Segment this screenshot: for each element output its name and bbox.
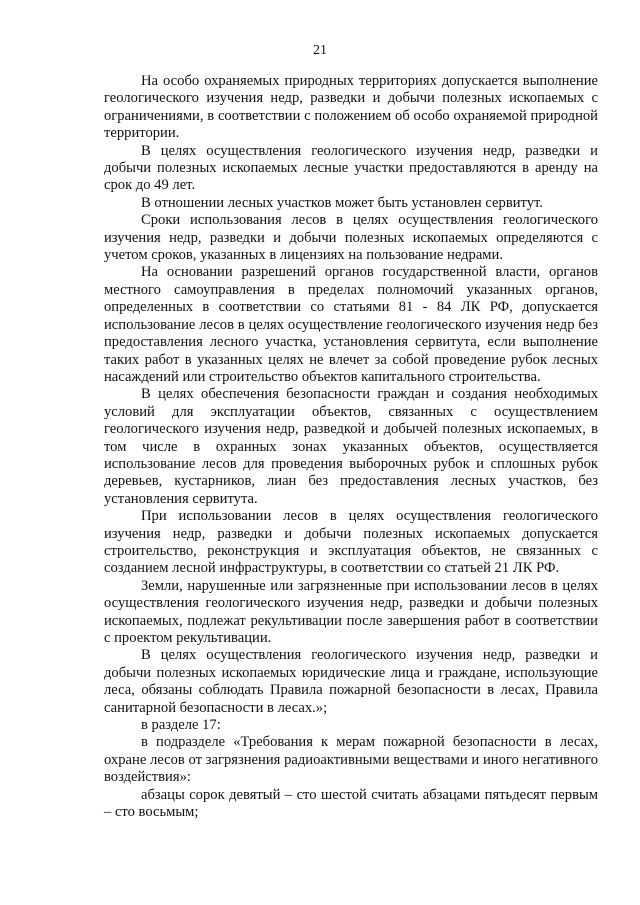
paragraph: в разделе 17: bbox=[141, 717, 221, 734]
paragraph: В отношении лесных участков может быть установлен сервитут. bbox=[141, 194, 543, 211]
paragraph: В целях обеспечения безопасности граждан и создания необходимых условий для эксплуатации объектов, связанных с осуществлением геологического изучения недр, разведкой и добычей полезных ископаемых, в том числе в охранных зонах указанных объектов, осуществляется использование лесов для проведения выборочных рубок и сплошных рубок деревьев, кустарников, лиан без предоставления лесных участков, без установления сервитута. bbox=[104, 386, 598, 507]
paragraph: абзацы сорок девятый – сто шестой считать абзацами пятьдесят первым – сто восьмым; bbox=[104, 786, 598, 821]
paragraph: При использовании лесов в целях осуществления геологического изучения недр, разведки и добычи полезных ископаемых допускается строительство, реконструкция и эксплуатация объектов, не связанных с созданием лесной инфраструктуры, в соответствии со статьей 21 ЛК РФ. bbox=[104, 508, 598, 577]
paragraph: На особо охраняемых природных территориях допускается выполнение геологического изучения недр, разведки и добычи полезных ископаемых с ограничениями, в соответствии с положением об особо охраняемой природной территории. bbox=[104, 73, 598, 142]
page-number: 21 bbox=[313, 43, 327, 58]
document-body bbox=[104, 73, 598, 821]
paragraph: в подразделе «Требования к мерам пожарной безопасности в лесах, охране лесов от загрязнения радиоактивными веществами и иного негативного воздействия»: bbox=[104, 734, 598, 786]
paragraph: Земли, нарушенные или загрязненные при использовании лесов в целях осуществления геологического изучения недр, разведки и добычи полезных ископаемых, подлежат рекультивации после завершения работ в соответствии с проектом рекультивации. bbox=[104, 577, 598, 646]
paragraph: В целях осуществления геологического изучения недр, разведки и добычи полезных ископаемых лесные участки предоставляются в аренду на срок до 49 лет. bbox=[104, 142, 598, 194]
paragraph: Сроки использования лесов в целях осуществления геологического изучения недр, разведки и добычи полезных ископаемых определяются с учетом сроков, указанных в лицензиях на пользование недрами. bbox=[104, 212, 598, 264]
paragraph: На основании разрешений органов государственной власти, органов местного самоуправления в пределах полномочий указанных органов, определенных в соответствии со статьями 81 - 84 ЛК РФ, допускается использование лесов в целях осуществление геологического изучения недр без предоставления лесного участка, установления сервитута, если выполнение таких работ в указанных целях не влечет за собой проведение рубок лесных насаждений или строительство объектов капитального строительства. bbox=[104, 264, 598, 385]
paragraph: В целях осуществления геологического изучения недр, разведки и добычи полезных ископаемых юридические лица и граждане, использующие леса, обязаны соблюдать Правила пожарной безопасности в лесах, Правила санитарной безопасности в лесах.»; bbox=[104, 647, 598, 716]
